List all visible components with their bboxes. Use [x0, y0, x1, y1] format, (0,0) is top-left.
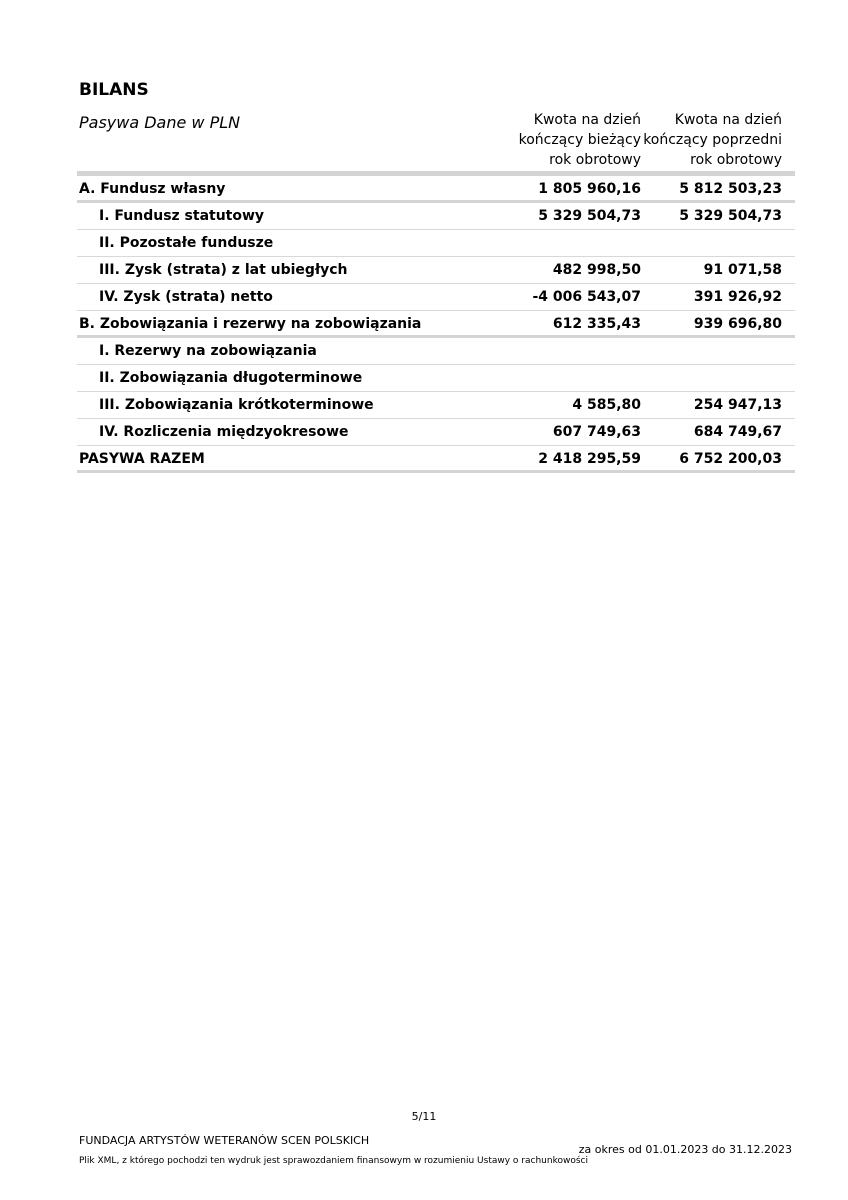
- row-value-previous: 91 071,58: [703, 262, 782, 278]
- table-row-pozostale-fundusze: [77, 230, 795, 257]
- row-value-current: 607 749,63: [552, 424, 641, 440]
- row-value-current: 5 329 504,73: [538, 208, 641, 224]
- row-value-current: 1 805 960,16: [538, 181, 641, 197]
- table-row-pasywa-razem: [77, 446, 795, 473]
- footer-note: Plik XML, z którego pochodzi ten wydruk jest sprawozdaniem finansowym w rozumieniu Ustawy o rachunkowości: [79, 1156, 588, 1166]
- table-row-fundusz-wlasny: [77, 176, 795, 203]
- row-value-current: -4 006 543,07: [532, 289, 641, 305]
- table-row-zobowiazania-dlugoterminowe: [77, 365, 795, 392]
- row-value-previous: 684 749,67: [693, 424, 782, 440]
- table-row-fundusz-statutowy: [77, 203, 795, 230]
- row-label: IV. Rozliczenia międzyokresowe: [99, 424, 349, 440]
- row-label: IV. Zysk (strata) netto: [99, 289, 273, 305]
- row-value-previous: 5 329 504,73: [679, 208, 782, 224]
- table-row-zysk-netto: [77, 284, 795, 311]
- document-subtitle: Pasywa Dane w PLN: [79, 113, 241, 132]
- column-header-current-year: Kwota na dzień kończący bieżący rok obrotowy: [518, 112, 641, 168]
- table-row-zobowiazania-krotkoterminowe: [77, 392, 795, 419]
- table-row-zobowiazania-i-rezerwy: [77, 311, 795, 338]
- table-row-rezerwy: [77, 338, 795, 365]
- row-label: II. Zobowiązania długoterminowe: [99, 370, 363, 386]
- organization-name: FUNDACJA ARTYSTÓW WETERANÓW SCEN POLSKICH: [79, 1134, 370, 1147]
- table-row-zysk-lat-ubieglych: [77, 257, 795, 284]
- row-value-previous: 939 696,80: [693, 316, 782, 332]
- table-row-rozliczenia-miedzyokresowe: [77, 419, 795, 446]
- row-value-current: 482 998,50: [552, 262, 641, 278]
- page-number: 5/11: [411, 1110, 437, 1123]
- row-label: II. Pozostałe fundusze: [99, 235, 274, 251]
- row-label: B. Zobowiązania i rezerwy na zobowiązania: [79, 316, 422, 332]
- row-value-current: 2 418 295,59: [538, 451, 641, 467]
- document-title: BILANS: [79, 80, 149, 100]
- reporting-period: za okres od 01.01.2023 do 31.12.2023: [578, 1143, 792, 1156]
- row-value-previous: 5 812 503,23: [679, 181, 782, 197]
- row-value-current: 612 335,43: [552, 316, 641, 332]
- row-label: I. Fundusz statutowy: [99, 208, 265, 224]
- column-header-previous-year: Kwota na dzień kończący poprzedni rok obrotowy: [643, 112, 782, 168]
- row-value-current: 4 585,80: [572, 397, 641, 413]
- row-value-previous: 391 926,92: [693, 289, 782, 305]
- row-label: I. Rezerwy na zobowiązania: [99, 343, 317, 359]
- row-label: A. Fundusz własny: [79, 181, 226, 197]
- balance-table: [77, 171, 795, 473]
- row-label: III. Zobowiązania krótkoterminowe: [99, 397, 374, 413]
- row-label: PASYWA RAZEM: [79, 451, 205, 467]
- row-value-previous: 6 752 200,03: [679, 451, 782, 467]
- row-label: III. Zysk (strata) z lat ubiegłych: [99, 262, 348, 278]
- row-value-previous: 254 947,13: [693, 397, 782, 413]
